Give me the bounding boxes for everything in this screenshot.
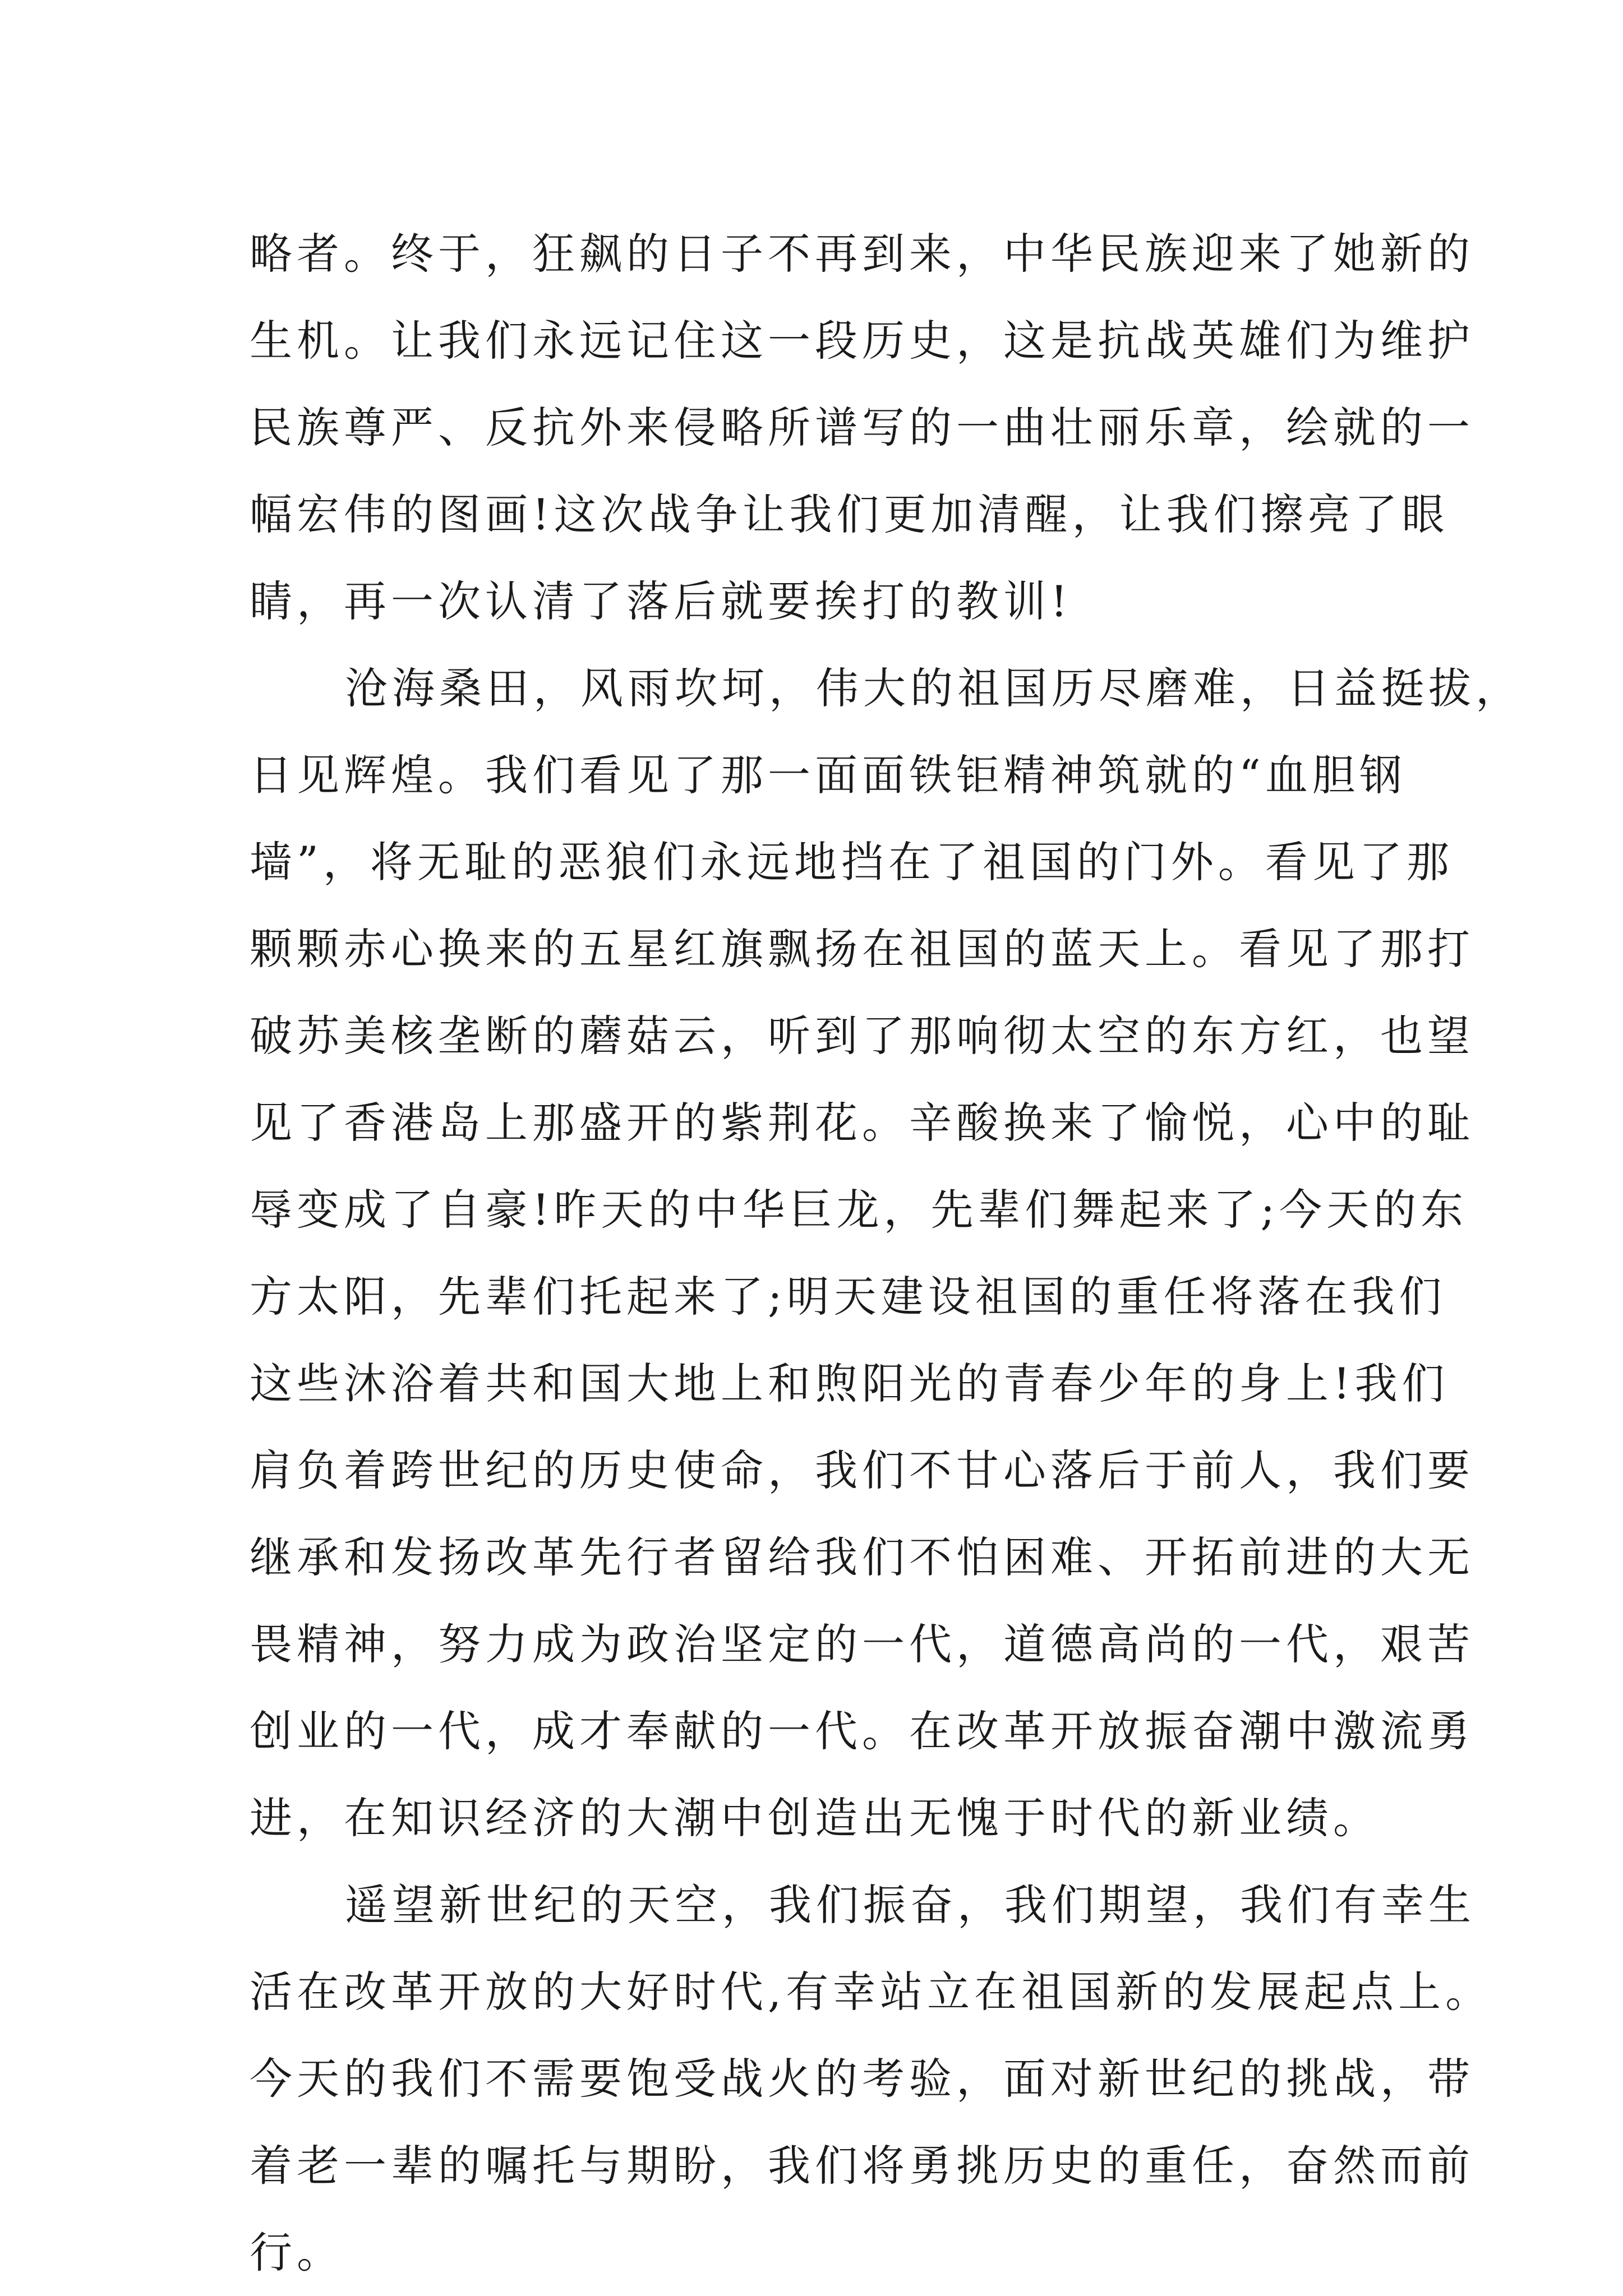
paragraph	[250, 1861, 1493, 2296]
text-line: 遥望新世纪的天空，我们振奋，我们期望，我们有幸生	[345, 1880, 1476, 1930]
text-line: 肩负着跨世纪的历史使命，我们不甘心落后于前人，我们要	[250, 1445, 1474, 1495]
text-line: 着老一辈的嘱托与期盼，我们将勇挑历史的重任，奋然而前	[250, 2141, 1474, 2191]
text-line: 破苏美核垄断的蘑菇云，听到了那响彻太空的东方红，也望	[250, 1011, 1474, 1061]
text-line: 略者。终于，狂飙的日子不再到来，中华民族迎来了她新的	[250, 229, 1474, 279]
text-line: 见了香港岛上那盛开的紫荆花。辛酸换来了愉悦，心中的耻	[250, 1098, 1474, 1148]
text-line: 颗颗赤心换来的五星红旗飘扬在祖国的蓝天上。看见了那打	[250, 924, 1474, 974]
text-line: 民族尊严、反抗外来侵略所谱写的一曲壮丽乐章，绘就的一	[250, 403, 1474, 452]
text-line: 畏精神，努力成为政治坚定的一代，道德高尚的一代，艰苦	[250, 1619, 1474, 1669]
text-line: 幅宏伟的图画!这次战争让我们更加清醒，让我们擦亮了眼	[250, 489, 1449, 539]
text-line: 行。	[250, 2228, 344, 2277]
text-line: 方太阳，先辈们托起来了;明天建设祖国的重任将落在我们	[250, 1272, 1446, 1322]
text-line: 活在改革开放的大好时代,有幸站立在祖国新的发展起点上。	[250, 1967, 1493, 2017]
text-line: 创业的一代，成才奉献的一代。在改革开放振奋潮中激流勇	[250, 1706, 1474, 1756]
paragraph	[250, 210, 1474, 645]
text-line: 这些沐浴着共和国大地上和煦阳光的青春少年的身上!我们	[250, 1359, 1449, 1408]
paragraph	[250, 645, 1523, 1861]
text-line: 沧海桑田，风雨坎坷，伟大的祖国历尽磨难，日益挺拔，	[345, 663, 1523, 713]
text-line: 进，在知识经济的大潮中创造出无愧于时代的新业绩。	[250, 1793, 1380, 1843]
text-line: 日见辉煌。我们看见了那一面面铁钜精神筑就的“血胆钢	[250, 750, 1407, 800]
text-line: 今天的我们不需要饱受战火的考验，面对新世纪的挑战，带	[250, 2054, 1474, 2104]
text-line: 生机。让我们永远记住这一段历史，这是抗战英雄们为维护	[250, 316, 1474, 366]
text-line: 辱变成了自豪!昨天的中华巨龙，先辈们舞起来了;今天的东	[250, 1185, 1468, 1235]
text-line: 睛，再一次认清了落后就要挨打的教训!	[250, 576, 1072, 626]
text-line: 继承和发扬改革先行者留给我们不怕困难、开拓前进的大无	[250, 1532, 1474, 1582]
document-body	[250, 210, 1523, 2296]
text-line: 墙”，将无耻的恶狼们永远地挡在了祖国的门外。看见了那	[250, 837, 1454, 887]
